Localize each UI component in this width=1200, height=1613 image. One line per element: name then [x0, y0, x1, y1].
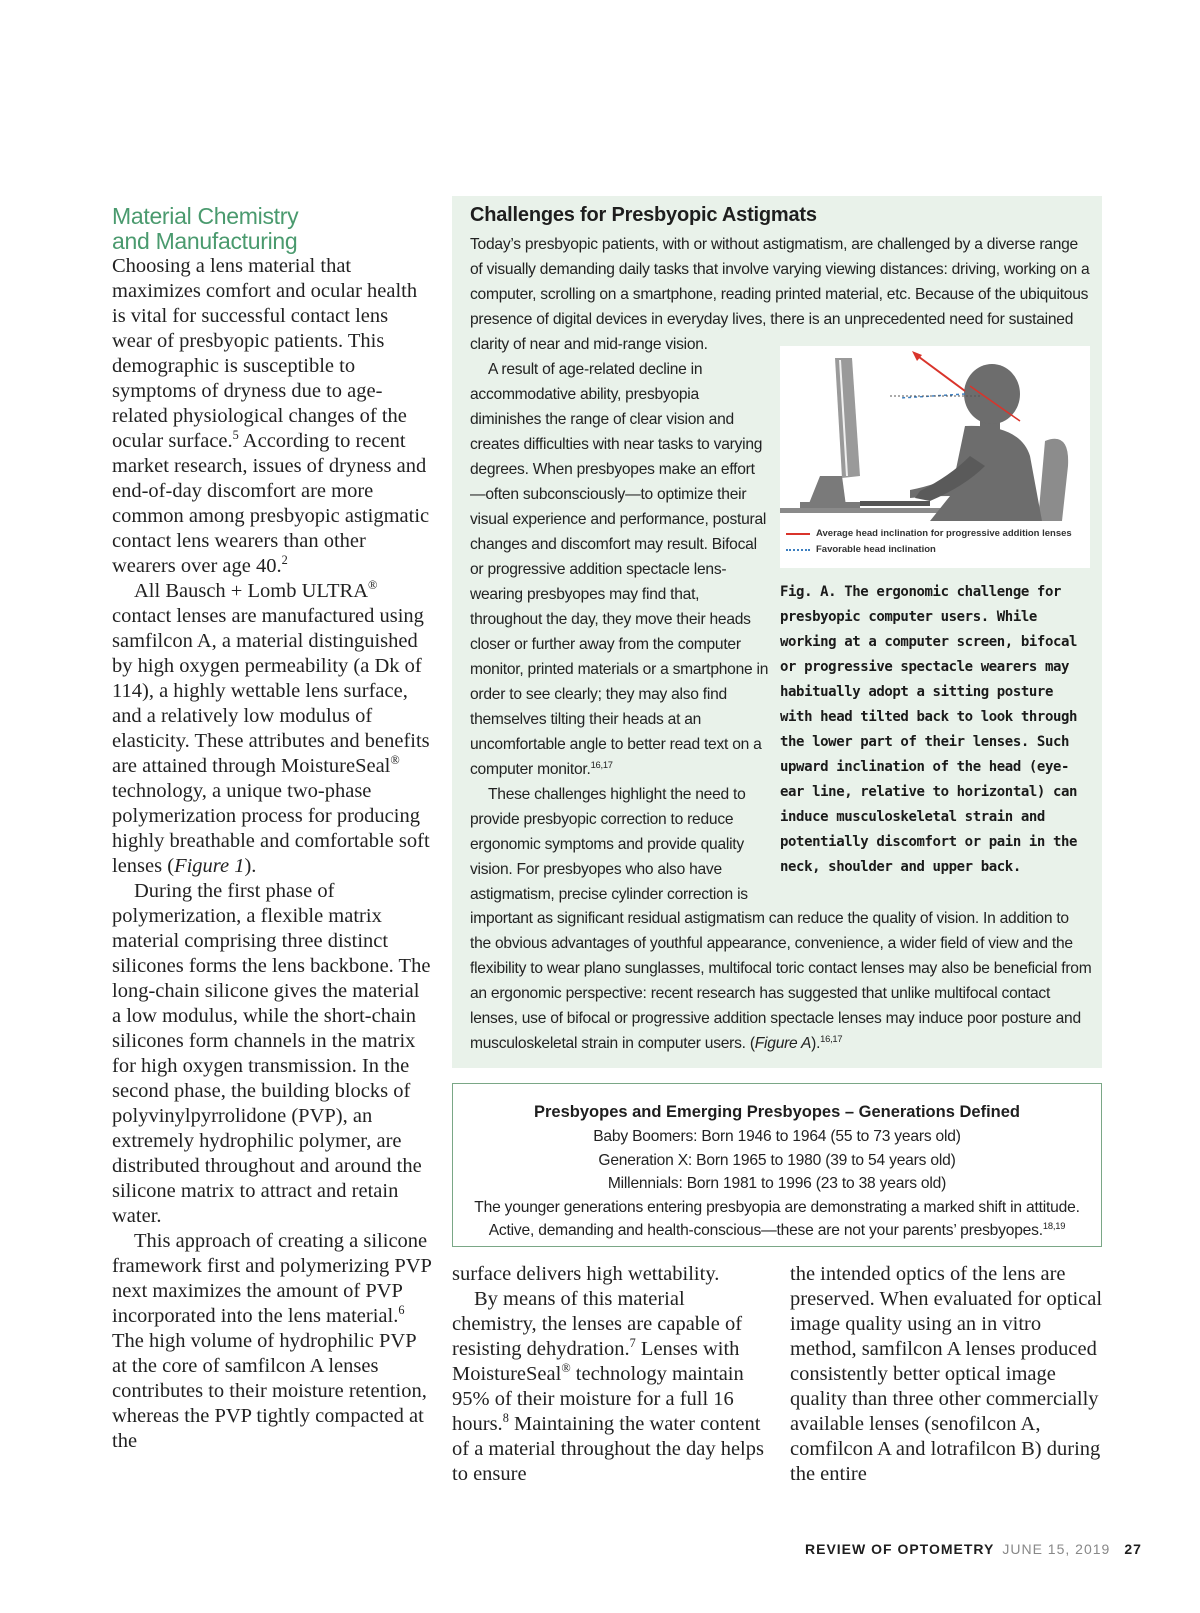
- monitor-base: [800, 502, 860, 508]
- ref-5: 5: [232, 428, 239, 443]
- sidebar-para-2: These challenges highlight the need to provide presbyopic correction to reduce ergonomic symptoms and provide quality vision. For presbyopes who also have astigmatism, precise cylinder correction is: [470, 786, 748, 903]
- reg-mark: ®: [561, 1361, 571, 1376]
- chair-back: [1038, 439, 1068, 521]
- left-column: [112, 204, 432, 1454]
- p2-c: technology, a unique two-phase polymerization process for producing highly breathable and comfortable soft lenses (: [112, 780, 430, 877]
- sidebar-title: Challenges for Presbyopic Astigmats: [470, 204, 817, 226]
- p2-b: contact lenses are manufactured using samfilcon A, a material distinguished by high oxygen permeability (a Dk of 114), a highly wettable lens surface, and a relatively low modulus of elasticity. These attributes and benefits are attained through MoistureSeal: [112, 605, 430, 777]
- sidebar-bottom-body: important as significant residual astigmatism can reduce the quality of vision. In addition to the obvious advantages of youthful appearance, convenience, a wider field of view and the flexibility to wear plano sunglasses, multifocal toric contact lenses may also be beneficial from an ergonomic perspective: recent research has suggested that unlike multifocal contact lenses, use of bifocal or progressive addition spectacle lenses may induce poor posture and musculoskeletal strain in computer users. (: [470, 910, 1092, 1052]
- ref-6: 6: [398, 1303, 405, 1318]
- generations-box: [452, 1083, 1102, 1247]
- mid-p2-b: Lenses with MoistureSeal: [452, 1338, 740, 1385]
- legend-red-swatch: [786, 533, 810, 535]
- red-inclination-line: [915, 354, 965, 391]
- page-footer: [805, 1541, 1142, 1557]
- figure-1-ref: Figure 1: [174, 855, 245, 877]
- paragraph-3: During the first phase of polymerization, a flexible matrix material comprising three distinct silicones forms the lens backbone. The long-chain silicone gives the material a low modulus, while the short-chain silicones form channels in the matrix for high oxygen transmission. In the second phase, the building blocks of polyvinylpyrrolidone (PVP), an extremely hydrophilic polymer, are distributed throughout and around the silicone matrix to attract and retain water.: [112, 880, 431, 1227]
- figure-caption: Fig. A. The ergonomic challenge for presbyopic computer users. While working at a computer screen, bifocal or progressive spectacle wearers may habitually adopt a sitting posture with head tilted back to look through the lower part of their lenses. Such upward inclination of the head (eye-ear line, relative to horizontal) can induce musculoskeletal strain and potentially discomfort or pain in the neck, shoulder and upper back.: [780, 584, 1078, 875]
- paragraph-2: [112, 579, 432, 879]
- monitor-screen: [835, 358, 860, 478]
- section-heading: [112, 204, 432, 254]
- sidebar-para-1-text: A result of age-related decline in accommodative ability, presbyopia diminishes the range of clear vision and creates difficulties with near tasks to varying degrees. When presbyopes make an effort—often subconsciously—to optimize their visual experience and performance, postural changes and discomfort may result. Bifocal or progressive addition spectacle lens-wearing presbyopes may find that, throughout the day, they move their heads closer or further away from the computer monitor, printed materials or a smartphone in order to see clearly; they may also find themselves tilting their heads at an uncomfortable angle to better read text on a computer monitor.: [470, 361, 769, 778]
- mid-p2-d: Maintaining the water content of a material throughout the day helps to ensure: [452, 1413, 764, 1485]
- issue-date: JUNE 15, 2019: [1002, 1541, 1111, 1557]
- legend-row-blue: [786, 542, 1072, 558]
- red-arrowhead: [912, 351, 922, 361]
- ref-8: 8: [502, 1411, 509, 1426]
- legend-blue-swatch: [786, 549, 810, 551]
- p4-a: This approach of creating a silicone framework first and polymerizing PVP next maximizes the amount of PVP incorporated into the lens material.: [112, 1230, 432, 1327]
- monitor-stand: [808, 476, 846, 506]
- left-body: [112, 254, 432, 1454]
- ref-16-17-b: 16,17: [820, 1033, 843, 1044]
- figure-a-ref: Figure A: [754, 1035, 812, 1052]
- figure-legend: [786, 526, 1072, 558]
- ref-7: 7: [629, 1336, 636, 1351]
- reg-mark: ®: [368, 578, 378, 593]
- legend-blue-label: Favorable head inclination: [816, 544, 936, 555]
- sidebar-para-1: [470, 357, 770, 782]
- legend-red-label: Average head inclination for progressive addition lenses: [816, 528, 1072, 539]
- publication-name: REVIEW OF OPTOMETRY: [805, 1541, 995, 1557]
- heading-line-2: and Manufacturing: [112, 228, 298, 254]
- reg-mark: ®: [390, 753, 400, 768]
- p2-d: ).: [244, 855, 257, 877]
- page-number: 27: [1124, 1541, 1142, 1557]
- p1-cont: According to recent market research, issues of dryness and end-of-day discomfort are more common among presbyopic astigmatic contact lens wearers than other wearers over age 40.: [112, 430, 430, 577]
- sidebar-bottom-end: ).: [811, 1035, 821, 1052]
- paragraph-4: [112, 1229, 432, 1454]
- ref-18-19: 18,19: [1042, 1220, 1066, 1231]
- gen-shift-note: The younger generations entering presbyopia are demonstrating a marked shift in attitude.: [474, 1198, 1080, 1216]
- keyboard: [860, 501, 930, 506]
- mid-paragraph-2: [452, 1287, 767, 1487]
- middle-column: [452, 1262, 767, 1487]
- gen-x: Generation X: Born 1965 to 1980 (39 to 54 years old): [598, 1151, 956, 1169]
- ergonomic-illustration: [780, 346, 1090, 526]
- heading-line-1: Material Chemistry: [112, 203, 299, 229]
- right-paragraph-1: the intended optics of the lens are preserved. When evaluated for optical image quality using an in vitro method, samfilcon A lenses produced consistently better optical image quality than three other commercially available lenses (senofilcon A, comfilcon A and lotrafilcon B) during the entire: [790, 1263, 1103, 1485]
- generations-title: Presbyopes and Emerging Presbyopes – Generations Defined: [534, 1103, 1020, 1121]
- mid-p2-c: technology maintain 95% of their moisture for a full 16 hours.: [452, 1363, 744, 1435]
- sidebar-bottom-text: [470, 906, 1092, 1056]
- mid-p2-a: By means of this material chemistry, the lenses are capable of resisting dehydration.: [452, 1288, 743, 1360]
- figure-a-illustration: [780, 346, 1090, 568]
- paragraph-1: [112, 254, 432, 579]
- mid-paragraph-1: surface delivers high wettability.: [452, 1263, 720, 1285]
- p2-a: All Bausch + Lomb ULTRA: [134, 580, 369, 602]
- gen-baby-boomers: Baby Boomers: Born 1946 to 1964 (55 to 73 years old): [593, 1128, 961, 1145]
- sidebar-intro: Today’s presbyopic patients, with or without astigmatism, are challenged by a diverse range of visually demanding daily tasks that involve varying viewing distances: driving, working on a computer, scrolling on a smartphone, reading printed material, etc. Because of the ubiquitous presence of digital devices in everyday lives, there is an unprecedented need for sustained clarity of near and mid-range vision.: [470, 236, 1090, 353]
- gen-millennials: Millennials: Born 1981 to 1996 (23 to 38 years old): [607, 1175, 947, 1192]
- gen-active-note: [453, 1219, 1101, 1243]
- p4-b: The high volume of hydrophilic PVP at the core of samfilcon A lenses contributes to their moisture retention, whereas the PVP tightly compacted at the: [112, 1330, 427, 1452]
- p1-text: Choosing a lens material that maximizes comfort and ocular health is vital for successful contact lens wear of presbyopic patients. This demographic is susceptible to symptoms of dryness due to age-related physiological changes of the ocular surface.: [112, 255, 418, 452]
- sidebar-box: [452, 196, 1102, 1068]
- sidebar-column: [470, 357, 770, 907]
- gen-active-text: Active, demanding and health-conscious—these are not your parents’ presbyopes.: [488, 1222, 1043, 1239]
- ref-16-17: 16,17: [590, 759, 613, 770]
- right-column: [790, 1262, 1105, 1487]
- legend-row-red: [786, 526, 1072, 542]
- ref-2: 2: [281, 553, 288, 568]
